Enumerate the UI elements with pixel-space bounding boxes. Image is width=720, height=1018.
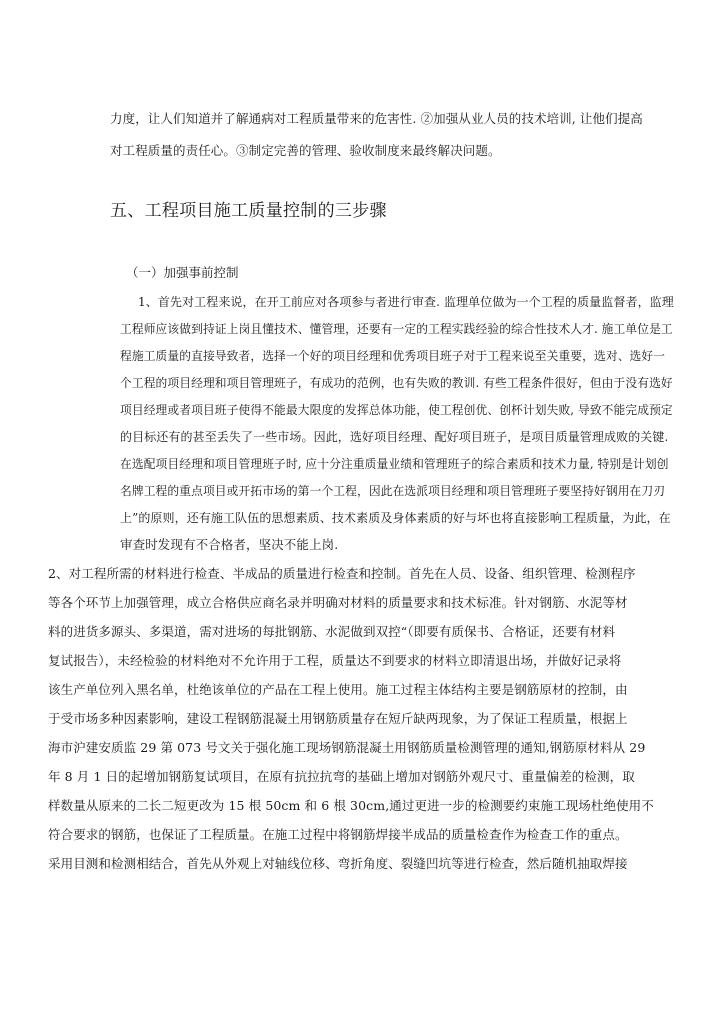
subsection-title: （一）加强事前控制 [126,265,239,280]
intro-line-2: 对工程质量的责任心。③制定完善的管理、验收制度来最终解决问题。 [110,143,501,158]
para2-line-11: 采用目测和检测相结合，首先从外观上对轴线位移、弯折角度、裂缝凹坑等进行检查，然后随机抽取焊接 [48,856,628,871]
para1-line-4: 个工程的项目经理和项目管理班子，有成功的范例，也有失败的教训. 有些工程条件很好，但由于没有选好 [120,376,673,390]
para2-line-2: 等各个环节上加强管理，成立合格供应商名录并明确对材料的质量要求和技术标准。针对钢筋、水泥等材 [48,595,628,610]
intro-line-1: 力度，让人们知道并了解通病对工程质量带来的危害性. ②加强从业人员的技术培训, 让他们提高 [110,111,643,126]
para2-line-10: 符合要求的钢筋，也保证了工程质量。在施工过程中将钢筋焊接半成品的质量检查作为检查工作的重点。 [48,827,628,842]
para2-line-4: 复试报告），未经检验的材料绝对不允许用于工程，质量达不到要求的材料立即清退出场，并做好记录将 [48,653,622,668]
section-title: 五、工程项目施工质量控制的三步骤 [110,201,387,221]
para1-line-9: 上”的原则，还有施工队伍的思想素质、技术素质及身体素质的好与坏也将直接影响工程质量，为此，在 [120,511,671,525]
para1-line-5: 项目经理或者项目班子使得不能最大限度的发挥总体功能，使工程创优、创杯计划失败, 导致不能完成预定 [120,403,673,417]
para1-line-1: 1、首先对工程来说，在开工前应对各项参与者进行审查. 监理单位做为一个工程的质量监督者，监理 [138,295,674,309]
para2-line-7: 海市沪建安质监 29 第 073 号文关于强化施工现场钢筋混凝土用钢筋质量检测管理的通知,钢筋原材料从 29 [48,740,646,755]
para1-line-8: 名牌工程的重点项目或开拓市场的第一个工程，因此在选派项目经理和项目管理班子要坚持好钢用在刀刃 [120,484,666,498]
para1-line-6: 的目标还有的甚至丢失了一些市场。因此，选好项目经理、配好项目班子，是项目质量管理成败的关键. [120,430,669,444]
para1-line-2: 工程师应该做到持证上岗且懂技术、懂管理，还要有一定的工程实践经验的综合性技术人才. 施工单位是工 [120,322,673,336]
para1-line-10: 审查时发现有不合格者，坚决不能上岗. [120,537,339,552]
para2-line-6: 于受市场多种因素影响，建设工程钢筋混凝土用钢筋质量存在短斤缺两现象，为了保证工程质量，根据上 [48,711,628,726]
para2-line-1: 2、对工程所需的材料进行检查、半成品的质量进行检查和控制。首先在人员、设备、组织管理、检测程序 [48,566,636,581]
para2-line-5: 该生产单位列入黑名单，杜绝该单位的产品在工程上使用。施工过程主体结构主要是钢筋原材的控制，由 [48,682,628,697]
para2-line-3: 料的进货多源头、多渠道，需对进场的每批钢筋、水泥做到双控“（即要有质保书、合格证，还要有材料 [48,624,616,639]
para1-line-3: 程施工质量的直接导致者，选择一个好的项目经理和优秀项目班子对于工程来说至关重要，选对、选好一 [120,349,666,363]
para2-line-9: 样数量从原来的二长二短更改为 15 根 50cm 和 6 根 30cm,通过更进一步的检测要约束施工现场杜绝使用不 [48,798,654,813]
para1-line-7: 在选配项目经理和项目管理班子时, 应十分注重质量业绩和管理班子的综合素质和技术力量, 特别是计划创 [120,457,669,471]
para2-line-8: 年 8 月 1 日的起增加钢筋复试项目，在原有抗拉抗弯的基础上增加对钢筋外观尺寸、重量偏差的检测，取 [48,769,635,784]
